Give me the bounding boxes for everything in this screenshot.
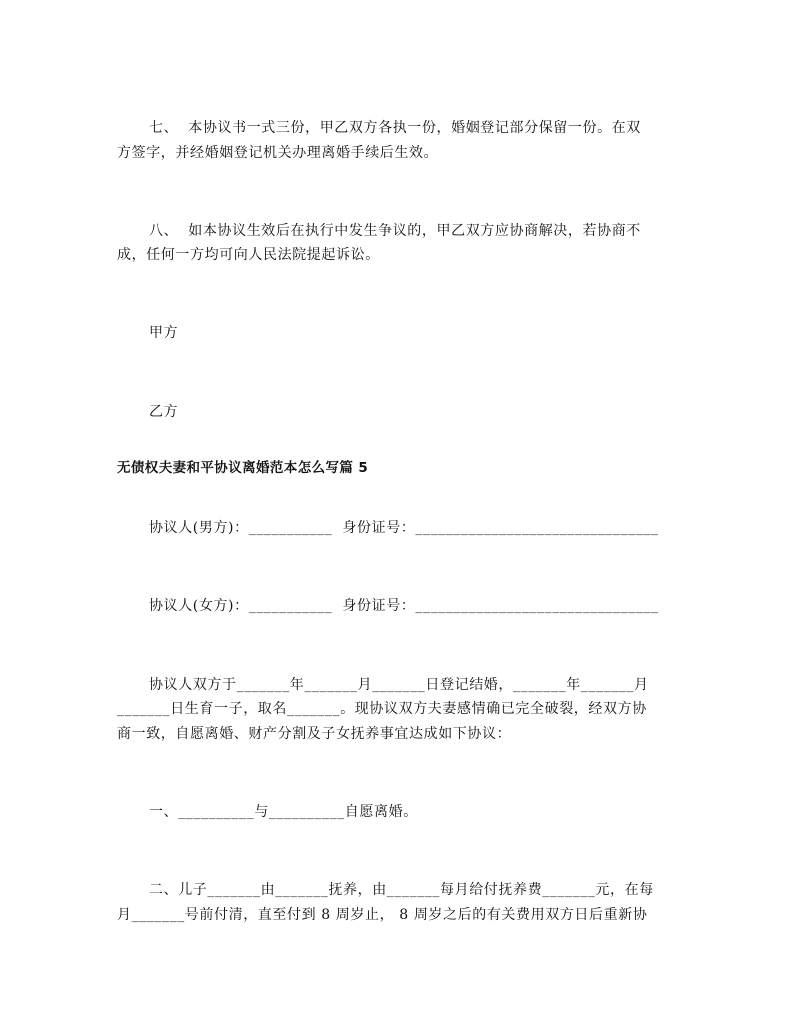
item-2-line-2: 月_______号前付清，直至付到 8 周岁止， 8 周岁之后的有关费用双方日后重新协	[117, 907, 648, 923]
male-party-line: 协议人(男方)：___________ 身份证号：________________________________	[149, 520, 659, 536]
intro-line-2: _______日生育一子，取名_______。现协议双方夫妻感情确已完全破裂，经双方协	[117, 701, 647, 717]
item-1: 一、__________与__________自愿离婚。	[149, 804, 418, 820]
clause-7-line-1: 七、 本协议书一式三份，甲乙双方各执一份，婚姻登记部分保留一份。在双	[149, 120, 641, 136]
party-a-label: 甲方	[149, 325, 179, 341]
section-heading: 无债权夫妻和平协议离婚范本怎么写篇 5	[117, 460, 369, 476]
party-b-label: 乙方	[149, 404, 179, 420]
clause-7-line-2: 方签字，并经婚姻登记机关办理离婚手续后生效。	[117, 145, 439, 161]
female-party-line: 协议人(女方)：___________ 身份证号：________________________________	[149, 598, 659, 614]
clause-8-line-2: 成，任何一方均可向人民法院提起诉讼。	[117, 247, 380, 263]
item-2-line-1: 二、儿子_______由_______抚养，由_______每月给付抚养费_______元，在每	[149, 882, 654, 898]
clause-8-line-1: 八、 如本协议生效后在执行中发生争议的，甲乙双方应协商解决，若协商不	[149, 223, 641, 239]
intro-line-3: 商一致，自愿离婚、财产分割及子女抚养事宜达成如下协议：	[117, 726, 512, 742]
intro-line-1: 协议人双方于_______年_______月_______日登记结婚，_______年_______月	[149, 677, 649, 693]
